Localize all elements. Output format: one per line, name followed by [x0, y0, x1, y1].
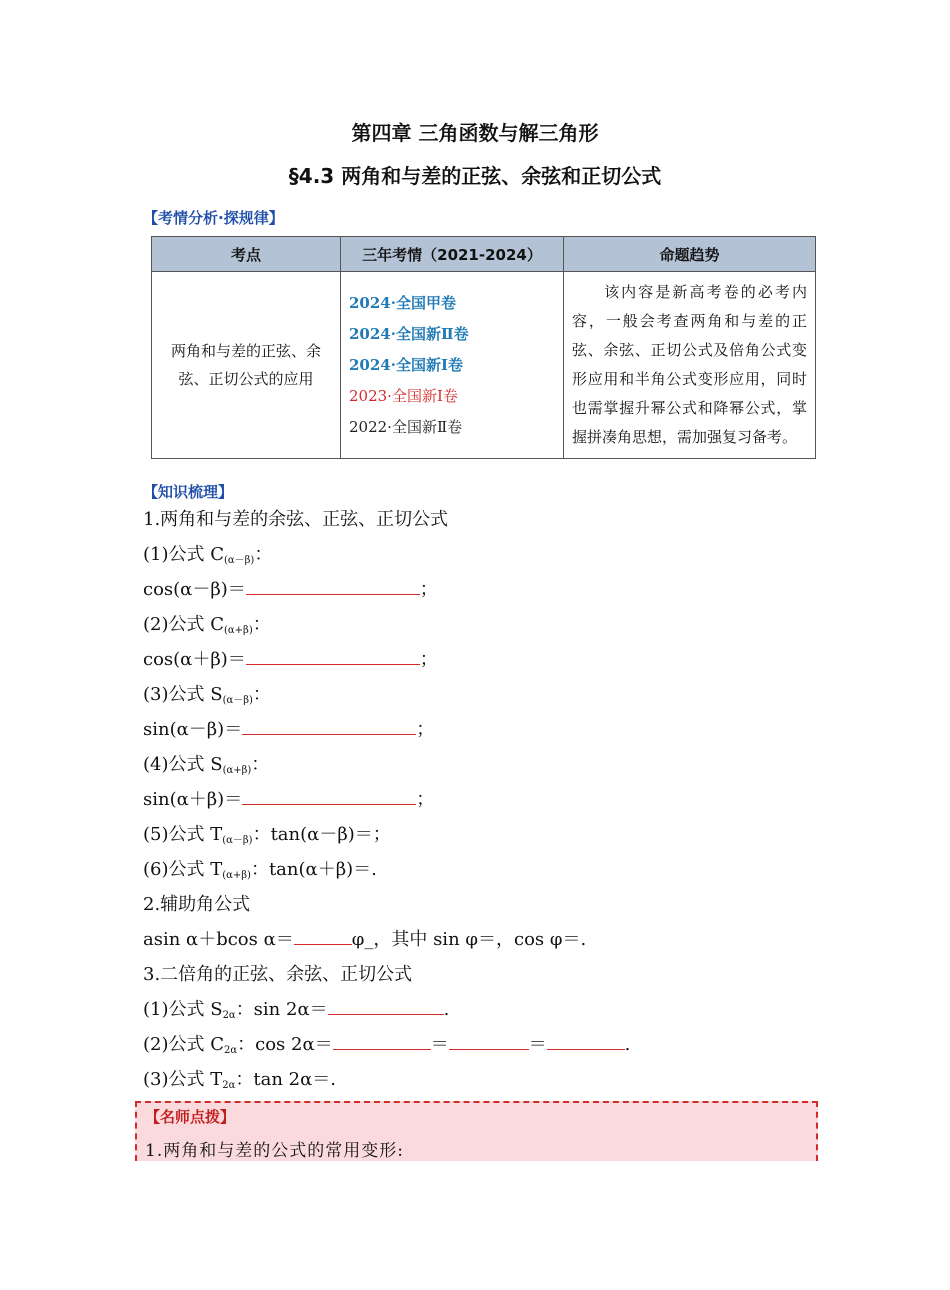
formula-label: (4)公式 $S_{(\alpha+\beta)}$：	[143, 754, 270, 776]
trend-cell	[564, 272, 816, 459]
exam-item: 2023·全国新Ⅰ卷	[349, 386, 458, 405]
exam-analysis-table	[151, 236, 816, 459]
answer-blank[interactable]	[242, 716, 416, 735]
formula-line: (3)公式 $T_{2\alpha}$：tan 2α＝.	[143, 1069, 336, 1091]
exams-cell	[341, 272, 564, 459]
answer-blank[interactable]	[246, 646, 420, 665]
answer-blank[interactable]	[547, 1031, 625, 1050]
formula-line: sin(α－β)＝ ；	[143, 716, 823, 751]
answer-blank[interactable]	[294, 926, 352, 945]
col-header-topic: 考点	[152, 237, 341, 272]
formula-line: cos(α＋β)＝ ；	[143, 646, 823, 681]
answer-blank[interactable]	[242, 786, 416, 805]
formula-line: (2)公式 $C_{2\alpha}$：cos 2α＝ ＝ ＝ .	[143, 1031, 823, 1066]
teacher-tips-box	[135, 1101, 818, 1161]
answer-blank[interactable]	[333, 1031, 431, 1050]
formula-label: (1)公式 $C_{(\alpha-\beta)}$：	[143, 544, 273, 566]
topic-cell: 两角和与差的正弦、余弦、正切公式的应用	[152, 272, 341, 459]
col-header-exams: 三年考情（2021-2024）	[341, 237, 564, 272]
exam-item: 2024·全国新Ⅰ卷	[349, 355, 463, 374]
formula-label: (3)公式 $S_{(\alpha-\beta)}$：	[143, 684, 271, 706]
exam-item: 2024·全国新Ⅱ卷	[349, 324, 469, 343]
answer-blank[interactable]	[328, 996, 444, 1015]
formula-line: sin(α＋β)＝ ；	[143, 786, 823, 821]
formula-line: (1)公式 $S_{2\alpha}$：sin 2α＝ .	[143, 996, 823, 1031]
col-header-trend: 命题趋势	[564, 237, 816, 272]
tips-line: 1.两角和与差的公式的常用变形:	[145, 1141, 404, 1161]
formula-label: (2)公式 $C_{(\alpha+\beta)}$：	[143, 614, 271, 636]
chapter-title: 第四章 三角函数与解三角形	[351, 121, 599, 145]
answer-blank[interactable]	[246, 576, 420, 595]
analysis-heading: 【考情分析·探规律】	[143, 209, 284, 227]
formula-line: cos(α－β)＝ ；	[143, 576, 823, 611]
section-3-title: 3.二倍角的正弦、余弦、正切公式	[143, 964, 413, 985]
exam-item: 2024·全国甲卷	[349, 293, 456, 312]
formula-line: (5)公式 $T_{(\alpha-\beta)}$：tan(α－β)＝；	[143, 824, 391, 846]
knowledge-heading: 【知识梳理】	[143, 483, 234, 501]
formula-line: asin α＋bcos α＝ φ_，其中 sin φ＝，cos φ＝.	[143, 926, 823, 961]
section-title: §4.3 两角和与差的正弦、余弦和正切公式	[288, 164, 662, 188]
exam-item: 2022·全国新Ⅱ卷	[349, 417, 463, 436]
knowledge-body	[143, 506, 823, 1101]
tips-heading: 【名师点拨】	[145, 1108, 236, 1126]
table-header-row	[152, 237, 816, 272]
section-1-title: 1.两角和与差的余弦、正弦、正切公式	[143, 509, 449, 530]
formula-line: (6)公式 $T_{(\alpha+\beta)}$：tan(α＋β)＝.	[143, 859, 377, 881]
section-2-title: 2.辅助角公式	[143, 894, 251, 915]
trend-text: 该内容是新高考卷的必考内容，一般会考查两角和与差的正弦、余弦、正切公式及倍角公式变形应用和半角公式变形应用，同时也需掌握升幂公式和降幂公式，掌握拼凑角思想，需加强复习备考。	[572, 283, 807, 446]
answer-blank[interactable]	[449, 1031, 529, 1050]
table-row	[152, 272, 816, 459]
